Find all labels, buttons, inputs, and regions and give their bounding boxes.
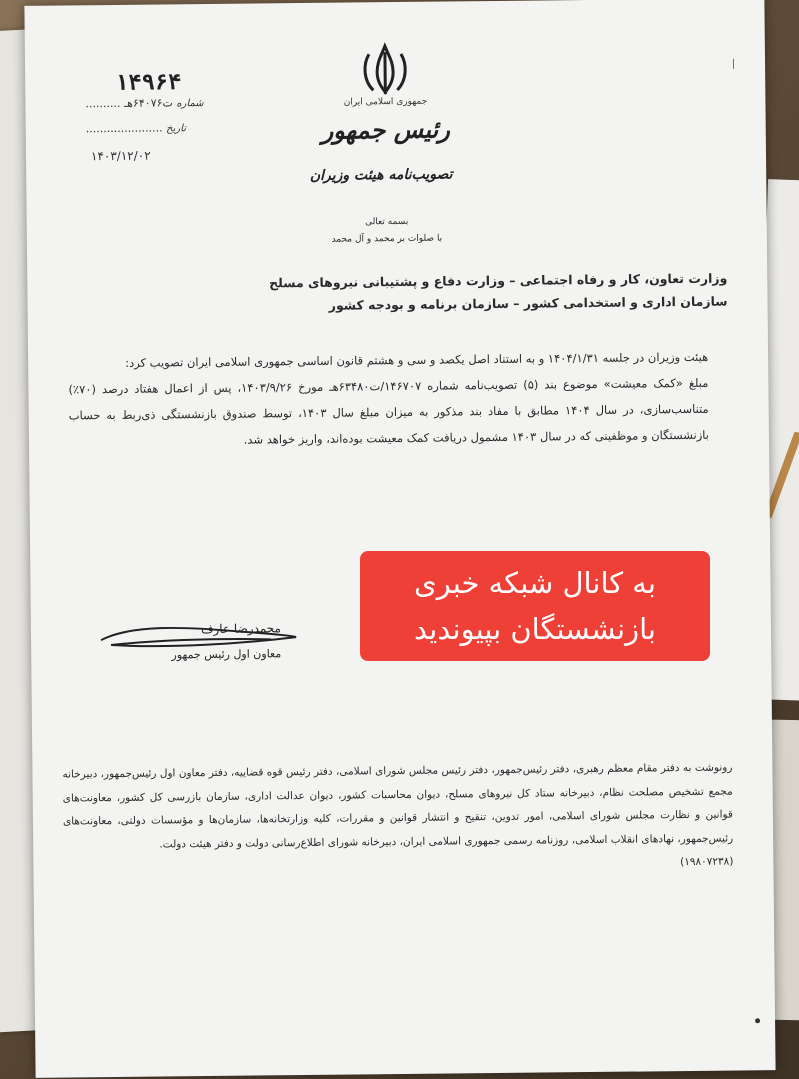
recipients bbox=[87, 267, 727, 320]
government-letter bbox=[24, 0, 775, 1078]
salutation: با صلوات بر محمد و آل محمد bbox=[331, 233, 443, 245]
banner-line-1: به کانال شبکه خبری bbox=[414, 566, 656, 600]
letter-reference: ت۶۴۰۷۶هـ bbox=[123, 96, 173, 110]
body-paragraph-1: هیئت وزیران در جلسه ۱۴۰۴/۱/۳۱ و به استناد اصل یکصد و سی و هشتم قانون اساسی جمهوری اسلامی ایران تصویب کرد: bbox=[125, 349, 709, 370]
date-line: تاریخ ...................... bbox=[85, 121, 187, 136]
date-value: ۱۴۰۳/۱۲/۰۲ bbox=[90, 148, 151, 164]
number-line: شماره ت۶۴۰۷۶هـ .......... bbox=[85, 96, 204, 111]
signature-block bbox=[91, 613, 302, 695]
registration-number: ۱۴۹۶۴ bbox=[115, 70, 182, 96]
header-subtitle: تصویب‌نامه هیئت وزیران bbox=[309, 166, 453, 184]
header-title: رئیس جمهور bbox=[321, 114, 450, 145]
number-label: شماره bbox=[176, 98, 204, 110]
decree-body bbox=[68, 344, 709, 455]
recipients-line-2: سازمان اداری و استخدامی کشور – سازمان برنامه و بودجه کشور bbox=[328, 293, 728, 313]
page-dot bbox=[755, 1018, 760, 1023]
emblem-caption: جمهوری اسلامی ایران bbox=[343, 96, 428, 108]
date-label: تاریخ bbox=[166, 123, 187, 135]
signatory-name: محمدرضا عارف bbox=[200, 621, 282, 637]
copies-list bbox=[62, 757, 733, 882]
tracking-code: (۱۹۸۰۷۲۳۸) bbox=[680, 855, 734, 869]
iran-emblem-icon bbox=[355, 42, 416, 99]
signatory-title: معاون اول رئیس جمهور bbox=[171, 647, 282, 662]
margin-mark: | bbox=[731, 58, 736, 70]
invocation: بسمه تعالی bbox=[364, 216, 409, 228]
copies-text: رونوشت به دفتر مقام معظم رهبری، دفتر رئیس‌جمهور، دفتر رئیس مجلس شورای اسلامی، دفتر رئیس قوه قضاییه، دفتر معاون اول رئیس‌جمهور، دبیرخانه مجمع تشخیص مصلحت نظام، دبیرخانه ستاد کل نیروهای مسلح، دیوان محاسبات کشور، دیوان عدالت اداری، سازمان بازرسی کل کشور، معاونت‌های قوانین و نظارت مجلس شورای اسلامی، امور تدوین، تنقیح و انتشار قوانین و مقررات، کلیه وزارتخانه‌ها، سازمان‌ها و مؤسسات دولتی، معاونت‌های رئیس‌جمهور، نهادهای انقلاب اسلامی، روزنامه رسمی جمهوری اسلامی ایران، دبیرخانه شورای اطلاع‌رسانی دولت و دفتر هیئت دولت. bbox=[62, 761, 734, 851]
body-paragraph-2: مبلغ «کمک معیشت» موضوع بند (۵) تصویب‌نامه شماره ۱۴۶۷۰۷/ت۶۳۴۸۰هـ مورخ ۱۴۰۳/۹/۲۶، پس از اعمال هفتاد درصد (۷۰٪) متناسب‌سازی، در سال ۱۴۰۴ مطابق با مفاد بند مذکور به میزان مبلغ سال ۱۴۰۳، توسط صندوق بازنشستگی ذی‌ربط به حساب بازنشستگان و موظفینی که در سال ۱۴۰۳ مشمول دریافت کمک معیشت بوده‌اند، واریز خواهد شد. bbox=[68, 375, 710, 447]
recipients-line-1: وزارت تعاون، کار و رفاه اجتماعی – وزارت دفاع و پشتیبانی نیروهای مسلح bbox=[268, 270, 728, 291]
channel-banner[interactable] bbox=[360, 551, 710, 661]
banner-line-2: بازنشستگان بپیوندید bbox=[414, 612, 656, 646]
